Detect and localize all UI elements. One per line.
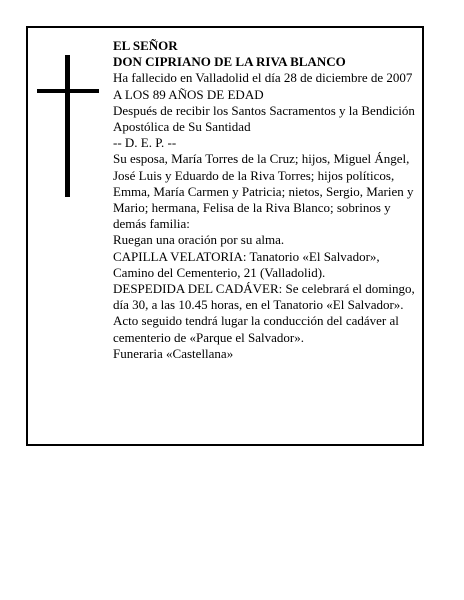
age-line: A LOS 89 AÑOS DE EDAD — [113, 86, 264, 102]
notice-text — [113, 38, 416, 362]
farewell-details: DESPEDIDA DEL CADÁVER: Se celebrará el domingo, día 30, a las 10.45 horas, en el Tanatorio «El Salvador». Acto seguido tendrá lugar la conducción del cadáver al cementerio de «Parque el Salvador». — [113, 281, 415, 345]
deceased-name: DON CIPRIANO DE LA RIVA BLANCO — [113, 54, 346, 70]
rip-line: -- D. E. P. -- — [113, 135, 177, 151]
prayer-request: Ruegan una oración por su alma. — [113, 232, 285, 248]
funeral-home: Funeraria «Castellana» — [113, 345, 234, 361]
death-announcement: Ha fallecido en Valladolid el día 28 de diciembre de 2007 — [113, 70, 413, 86]
family-list: Su esposa, María Torres de la Cruz; hijos, Miguel Ángel, José Luis y Eduardo de la Riva Torres; hijos políticos, Emma, María Carmen y Patricia; nietos, Sergio, Marien y Mario; hermana, Felisa de la Riva Blanco; sobrinos y demás familia: — [113, 151, 414, 232]
title-line: EL SEÑOR — [113, 38, 178, 53]
sacraments-line: Después de recibir los Santos Sacramentos y la Bendición Apostólica de Su Santidad — [113, 102, 415, 135]
cross-icon — [37, 55, 99, 197]
wake-location: CAPILLA VELATORIA: Tanatorio «El Salvador», Camino del Cementerio, 21 (Valladolid). — [113, 248, 380, 280]
